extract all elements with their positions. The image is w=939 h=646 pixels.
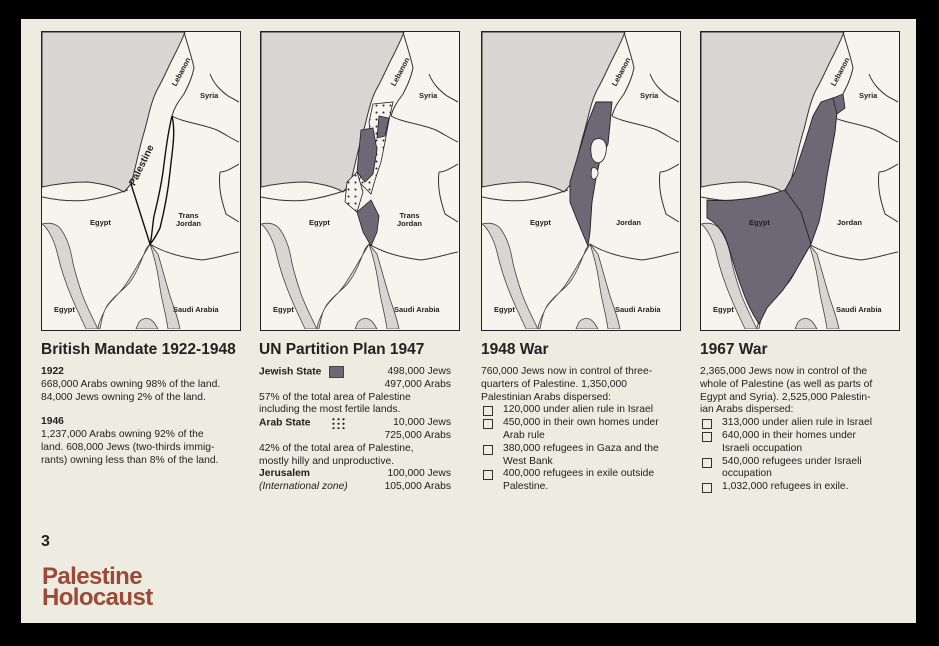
checkbox-icon bbox=[702, 483, 712, 493]
checkbox-icon bbox=[483, 470, 493, 480]
text-line: land. 608,000 Jews (two-thirds immig- bbox=[41, 441, 215, 453]
map-3-graphic bbox=[482, 32, 679, 329]
logo-line-1: Palestine bbox=[42, 563, 142, 590]
checkbox-icon bbox=[483, 445, 493, 455]
map-1967-war bbox=[700, 31, 900, 331]
text-line: ian Arabs dispersed: bbox=[700, 404, 794, 416]
arab-state-label: Arab State bbox=[259, 417, 311, 429]
checkbox-icon bbox=[702, 419, 712, 429]
palestine-holocaust-logo bbox=[42, 563, 153, 611]
jewish-state-row bbox=[259, 366, 451, 392]
label-syria: Syria bbox=[859, 91, 878, 100]
label-trans-jordan: Trans Jordan bbox=[176, 211, 202, 228]
map-4-graphic bbox=[701, 32, 898, 329]
map-2-graphic bbox=[261, 32, 458, 329]
label-syria: Syria bbox=[419, 91, 438, 100]
label-jordan: Jordan bbox=[616, 218, 642, 227]
label-saudi-arabia: Saudi Arabia bbox=[615, 305, 661, 314]
label-syria: Syria bbox=[200, 91, 219, 100]
text-line: including the most fertile lands. bbox=[259, 404, 401, 416]
item-text: 640,000 in their homes under Israeli occupation bbox=[722, 429, 856, 454]
checkbox-icon bbox=[702, 432, 712, 442]
text-line: 760,000 Jews now in control of three- bbox=[481, 366, 653, 377]
label-egypt-north: Egypt bbox=[90, 218, 111, 227]
list-item bbox=[481, 404, 681, 417]
checkbox-icon bbox=[483, 406, 493, 416]
logo-line-2: Holocaust bbox=[42, 584, 153, 611]
label-syria: Syria bbox=[640, 91, 659, 100]
year-1922: 1922 bbox=[41, 366, 64, 377]
item-text: 313,000 under alien rule in Israel bbox=[722, 417, 872, 429]
label-egypt-north: Egypt bbox=[309, 218, 330, 227]
label-egypt-south: Egypt bbox=[494, 305, 515, 314]
value: 497,000 Arabs bbox=[384, 378, 451, 390]
value: 498,000 Jews bbox=[387, 366, 451, 377]
text-line: 1,237,000 Arabs owning 92% of the bbox=[41, 429, 204, 441]
list-item bbox=[481, 417, 681, 443]
text-line: quarters of Palestine. 1,350,000 bbox=[481, 378, 627, 390]
text-line: Egypt and Syria). 2,525,000 Palestin- bbox=[700, 391, 871, 403]
section-un-partition bbox=[259, 341, 451, 494]
value: 725,000 Arabs bbox=[384, 429, 451, 441]
text-line: 84,000 Jews owning 2% of the land. bbox=[41, 391, 206, 403]
label-lebanon: Lebanon bbox=[169, 55, 193, 88]
jewish-state-label: Jewish State bbox=[259, 366, 322, 378]
jewish-state-swatch bbox=[329, 366, 344, 378]
item-text: 1,032,000 refugees in exile. bbox=[722, 481, 849, 493]
list-item bbox=[481, 468, 681, 494]
item-text: 450,000 in their own homes under Arab rule bbox=[503, 417, 659, 441]
international-zone-label: (International zone) bbox=[259, 481, 348, 493]
section-title: British Mandate 1922-1948 bbox=[41, 341, 236, 358]
map-un-partition bbox=[260, 31, 460, 331]
section-british-mandate bbox=[41, 341, 246, 468]
map-1948-war bbox=[481, 31, 681, 331]
label-egypt-south: Egypt bbox=[273, 305, 294, 314]
label-egypt-north: Egypt bbox=[530, 218, 551, 227]
text-line: 668,000 Arabs owning 98% of the land. bbox=[41, 378, 221, 390]
label-trans-jordan: Trans Jordan bbox=[397, 211, 423, 228]
label-egypt-south: Egypt bbox=[54, 305, 75, 314]
section-1967-war bbox=[700, 341, 900, 494]
arab-state-row bbox=[259, 417, 451, 443]
value: 10,000 Jews bbox=[393, 417, 451, 429]
text-line: mostly hilly and unproductive. bbox=[259, 455, 395, 467]
label-egypt-north: Egypt bbox=[749, 218, 770, 227]
text-line: whole of Palestine (as well as parts of bbox=[700, 378, 873, 390]
item-text: 380,000 refugees in Gaza and the West Bank bbox=[503, 442, 659, 467]
list-item bbox=[700, 417, 900, 430]
list-item bbox=[700, 481, 900, 494]
item-text: 400,000 refugees in exile outside Palestine. bbox=[503, 468, 655, 493]
text-line: 2,365,000 Jews now in control of the bbox=[700, 366, 868, 377]
label-lebanon: Lebanon bbox=[609, 55, 633, 88]
map-british-mandate bbox=[41, 31, 241, 331]
checkbox-icon bbox=[483, 419, 493, 429]
label-egypt-south: Egypt bbox=[713, 305, 734, 314]
section-title: 1967 War bbox=[700, 341, 768, 358]
section-1948-war bbox=[481, 341, 681, 494]
text-line: 57% of the total area of Palestine bbox=[259, 391, 411, 403]
text-line: 42% of the total area of Palestine, bbox=[259, 442, 414, 454]
list-item bbox=[700, 430, 900, 456]
label-saudi-arabia: Saudi Arabia bbox=[394, 305, 440, 314]
jerusalem-label: Jerusalem bbox=[259, 468, 310, 480]
arab-state-swatch bbox=[331, 417, 345, 429]
label-lebanon: Lebanon bbox=[828, 55, 852, 88]
list-item bbox=[700, 456, 900, 482]
label-lebanon: Lebanon bbox=[388, 55, 412, 88]
section-title: 1948 War bbox=[481, 341, 549, 358]
value: 105,000 Arabs bbox=[384, 481, 451, 493]
item-text: 540,000 refugees under Israeli occupation bbox=[722, 455, 862, 480]
value: 100,000 Jews bbox=[387, 468, 451, 480]
section-title: UN Partition Plan 1947 bbox=[259, 341, 425, 358]
jerusalem-row bbox=[259, 468, 451, 494]
page-number: 3 bbox=[41, 533, 50, 550]
checkbox-icon bbox=[702, 458, 712, 468]
item-text: 120,000 under alien rule in Israel bbox=[503, 404, 653, 416]
text-line: rants) owning less than 8% of the land. bbox=[41, 454, 219, 466]
text-line: Palestinian Arabs dispersed: bbox=[481, 391, 611, 403]
year-1946: 1946 bbox=[41, 416, 64, 428]
label-saudi-arabia: Saudi Arabia bbox=[173, 305, 219, 314]
label-saudi-arabia: Saudi Arabia bbox=[836, 305, 882, 314]
label-jordan: Jordan bbox=[837, 218, 863, 227]
label-palestine: Palestine bbox=[127, 143, 157, 188]
list-item bbox=[481, 443, 681, 469]
